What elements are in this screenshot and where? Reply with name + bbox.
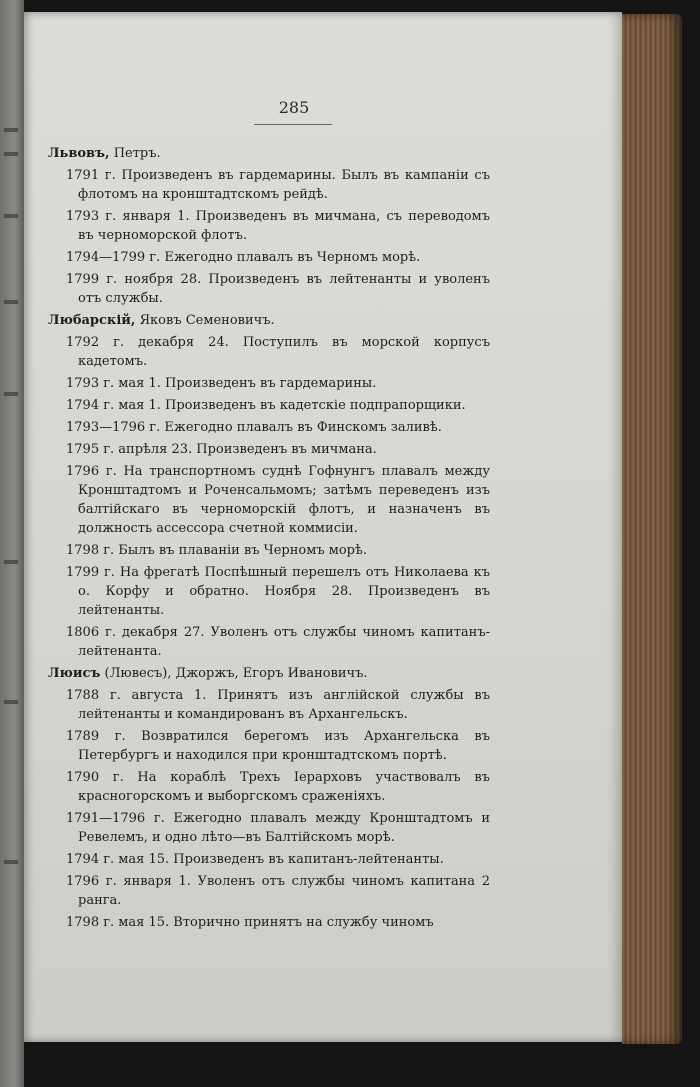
entry-heading xyxy=(48,144,490,163)
entry-item: 1792 г. декабря 24. Поступилъ въ морской корпусъ кадетомъ. xyxy=(66,335,490,369)
book-page-block xyxy=(622,14,682,1044)
book-page xyxy=(24,12,622,1042)
previous-page-edge xyxy=(0,0,24,1087)
entry-surname: Люисъ xyxy=(48,666,101,681)
entry-heading xyxy=(48,664,490,683)
entry-item: 1793 г. января 1. Произведенъ въ мичмана, съ переводомъ въ черноморской флотъ. xyxy=(66,209,490,243)
entry-item: 1793—1796 г. Ежегодно плавалъ въ Финскомъ заливѣ. xyxy=(66,420,442,435)
entry-item: 1796 г. января 1. Уволенъ отъ службы чиномъ капитана 2 ранга. xyxy=(66,874,490,908)
entry-item: 1791 г. Произведенъ въ гардемарины. Былъ въ кампаніи съ флотомъ на кронштадтскомъ рейдѣ. xyxy=(66,168,490,202)
entry-item: 1799 г. ноября 28. Произведенъ въ лейтенанты и уволенъ отъ службы. xyxy=(66,272,490,306)
entry-item: 1790 г. На кораблѣ Трехъ Іерарховъ участвовалъ въ красногорскомъ и выборгскомъ сраженіяхъ. xyxy=(66,770,490,804)
entry-item: 1788 г. августа 1. Принятъ изъ англійской службы въ лейтенанты и командированъ въ Архангельскъ. xyxy=(66,688,490,722)
entry-item: 1794 г. мая 1. Произведенъ въ кадетскіе подпрапорщики. xyxy=(66,398,466,413)
entry-given-name: Петръ. xyxy=(113,146,161,161)
page-text xyxy=(48,142,490,935)
entry-item: 1793 г. мая 1. Произведенъ въ гардемарины. xyxy=(66,376,377,391)
entry-item: 1795 г. апрѣля 23. Произведенъ въ мичмана. xyxy=(66,442,377,457)
entry-item: 1794—1799 г. Ежегодно плавалъ въ Черномъ морѣ. xyxy=(66,250,421,265)
entry-given-name: Яковъ Семеновичъ. xyxy=(139,313,275,328)
entry-item: 1796 г. На транспортномъ суднѣ Гофнунгъ плавалъ между Кронштадтомъ и Роченсальмомъ; затѣмъ переведенъ изъ балтійскаго въ черноморскій флотъ, и назначенъ въ должность ассессора счетной коммисіи. xyxy=(66,464,490,536)
entry-lyubarsky xyxy=(48,311,490,661)
entry-surname: Любарскій, xyxy=(48,313,136,328)
entry-item: 1806 г. декабря 27. Уволенъ отъ службы чиномъ капитанъ-лейтенанта. xyxy=(66,625,490,659)
entry-lvov xyxy=(48,144,490,308)
entry-surname: Львовъ, xyxy=(48,146,110,161)
page-number: 285 xyxy=(278,98,310,117)
entry-given-name: (Лювесъ), Джоржъ, Егоръ Ивановичъ. xyxy=(104,666,368,681)
entry-item: 1799 г. На фрегатѣ Поспѣшный перешелъ отъ Николаева къ о. Корфу и обратно. Ноября 28. Произведенъ въ лейтенанты. xyxy=(66,565,490,618)
entry-item: 1794 г. мая 15. Произведенъ въ капитанъ-лейтенанты. xyxy=(66,852,444,867)
entry-item: 1791—1796 г. Ежегодно плавалъ между Кронштадтомъ и Ревелемъ, и одно лѣто—въ Балтійскомъ морѣ. xyxy=(66,811,490,845)
entry-heading xyxy=(48,311,490,330)
entry-item: 1789 г. Возвратился берегомъ изъ Архангельска въ Петербургъ и находился при кронштадтскомъ портѣ. xyxy=(66,729,490,763)
page-number-rule xyxy=(254,124,332,125)
entry-item: 1798 г. Былъ въ плаваніи въ Черномъ морѣ. xyxy=(66,543,367,558)
entry-lewis xyxy=(48,664,490,932)
entry-item: 1798 г. мая 15. Вторично принятъ на службу чиномъ xyxy=(66,915,434,930)
